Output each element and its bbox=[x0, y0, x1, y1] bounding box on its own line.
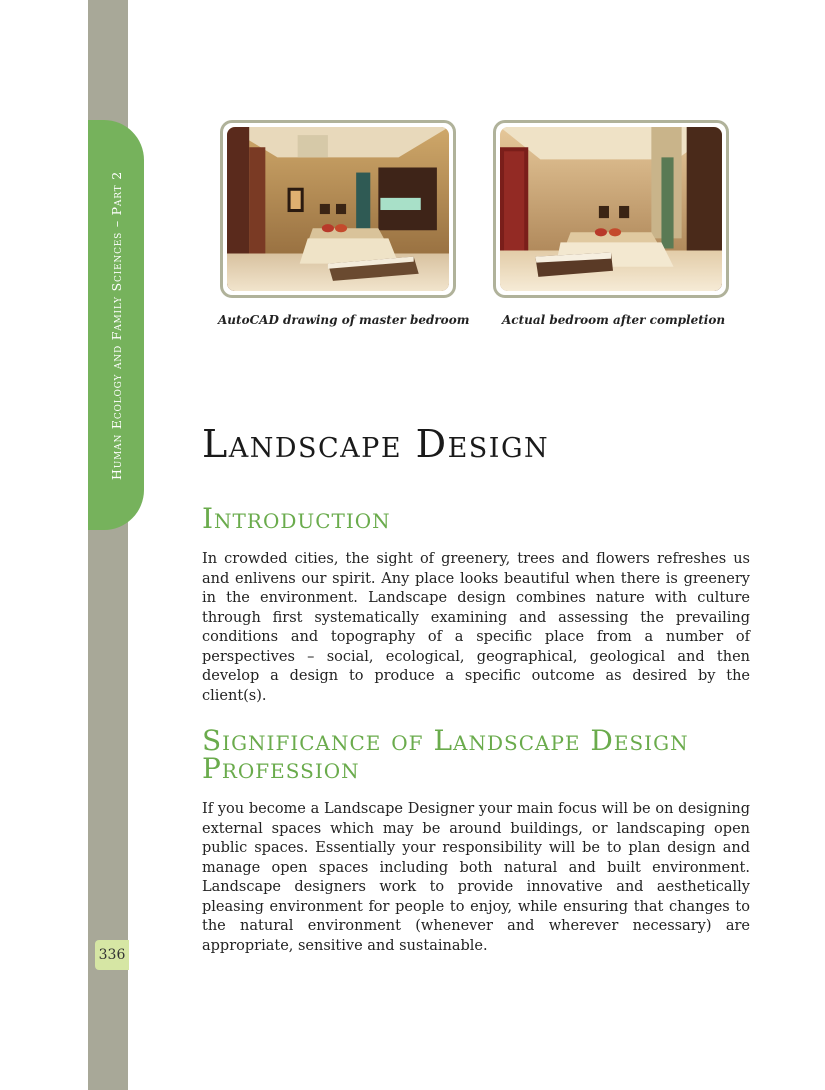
bedroom-photo-image bbox=[500, 127, 722, 291]
paragraph-significance: If you become a Landscape Designer your main focus will be on designing external spaces which may be around buildings, or landscaping open public spaces. Essentially your responsibility will be to plan design and manage open spaces including both natural and built environment. Landscape designers work to provide innovative and aesthetically pleasing environment for people to enjoy, while ensuring that changes to the natural environment (whenever and wherever necessary) are appropriate, sensitive and sustainable. bbox=[202, 801, 750, 954]
page-title: Landscape Design bbox=[202, 422, 550, 466]
figure-autocad-bedroom bbox=[220, 120, 456, 298]
page-number: 336 bbox=[95, 940, 129, 970]
figure-caption-autocad: AutoCAD drawing of master bedroom bbox=[218, 313, 470, 327]
figure-actual-bedroom bbox=[493, 120, 729, 298]
figure-caption-actual: Actual bedroom after completion bbox=[502, 313, 726, 327]
running-title: Human Ecology and Family Sciences – Part 2 bbox=[108, 170, 124, 480]
section-heading-significance-line2: Profession bbox=[202, 752, 360, 785]
running-title-container bbox=[88, 120, 144, 530]
section-heading-significance bbox=[202, 724, 689, 785]
bedroom-render-image bbox=[227, 127, 449, 291]
section-heading-significance-line1: Significance of Landscape Design bbox=[202, 724, 689, 757]
section-heading-introduction: Introduction bbox=[202, 502, 391, 535]
paragraph-introduction: In crowded cities, the sight of greenery, trees and flowers refreshes us and enlivens our spirit. Any place looks beautiful when there is greenery in the environment. Landscape design combines nature with culture through first systematically examining and assessing the prevailing conditions and topography of a specific place from a number of perspectives – social, ecological, geographical, geological and then develop a design to produce a specific outcome as desired by the client(s). bbox=[202, 551, 750, 704]
